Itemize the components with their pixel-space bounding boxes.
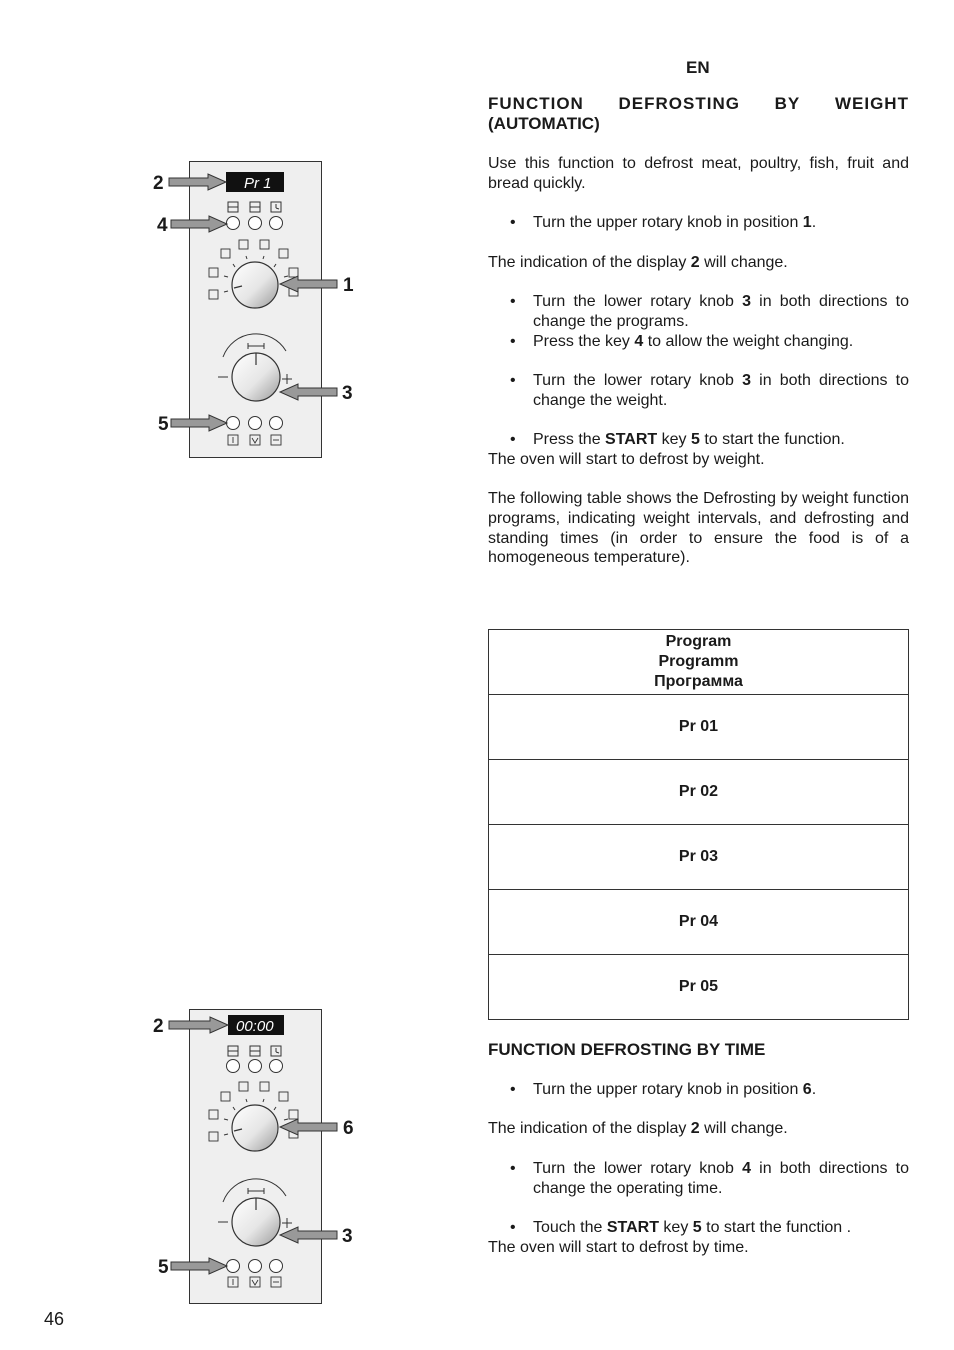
upper-rotary-knob[interactable] — [232, 262, 278, 308]
callout-label: 2 — [153, 173, 164, 194]
table-row — [489, 955, 909, 1020]
step-item: • Turn the lower rotary knob 3 in both directions to change the weight. — [510, 372, 909, 409]
step-list — [488, 213, 909, 233]
table-row — [489, 825, 909, 890]
display-note: The indication of the display 2 will change. — [488, 1120, 788, 1137]
title-word: WEIGHT — [834, 94, 909, 113]
callout-label: 4 — [157, 215, 168, 236]
start-button[interactable] — [227, 417, 240, 430]
step-item: • Turn the lower rotary knob 3 in both directions to change the programs. — [510, 293, 909, 330]
table-intro: The following table shows the Defrosting by weight function programs, indicating weight intervals, and defrosting and standing times (in order to ensure the food is of a homogeneous temperature). — [488, 490, 909, 567]
intro-paragraph: Use this function to defrost meat, poultry, fish, fruit and bread quickly. — [488, 155, 909, 192]
callout-label: 1 — [343, 275, 354, 296]
table-cell: Pr 02 — [489, 760, 909, 825]
step-list — [488, 292, 909, 351]
step-list — [488, 430, 909, 450]
callout-label: 6 — [343, 1118, 354, 1139]
table-cell: Pr 05 — [489, 955, 909, 1020]
stop-button[interactable] — [249, 417, 262, 430]
table-row — [489, 890, 909, 955]
control-panel-figure-time — [140, 1003, 355, 1313]
callout-label: 3 — [342, 1226, 353, 1247]
function-button[interactable] — [249, 1060, 262, 1073]
step-list — [488, 1159, 909, 1199]
panel-outline — [190, 162, 322, 458]
title-line2: (AUTOMATIC) — [488, 114, 600, 133]
display-readout: Pr 1 — [244, 175, 272, 192]
program-table — [488, 629, 909, 1020]
stop-button[interactable] — [249, 1260, 262, 1273]
table-row — [489, 695, 909, 760]
power-button[interactable] — [270, 1260, 283, 1273]
section-title-defrost-time: FUNCTION DEFROSTING BY TIME — [488, 1040, 766, 1059]
table-header-row — [489, 630, 909, 695]
start-button[interactable] — [227, 1260, 240, 1273]
step-item: • Press the key 4 to allow the weight changing. — [510, 332, 854, 350]
table-row — [489, 760, 909, 825]
lower-rotary-knob[interactable] — [232, 353, 280, 401]
callout-label: 5 — [158, 1257, 169, 1278]
function-button[interactable] — [270, 1060, 283, 1073]
upper-rotary-knob[interactable] — [232, 1105, 278, 1151]
callout-label: 2 — [153, 1016, 164, 1037]
step-item: • Turn the lower rotary knob 4 in both directions to change the operating time. — [510, 1160, 909, 1197]
table-cell: Pr 04 — [489, 890, 909, 955]
result-text: The oven will start to defrost by weight. — [488, 451, 765, 468]
function-button[interactable] — [227, 217, 240, 230]
result-text: The oven will start to defrost by time. — [488, 1239, 749, 1256]
title-word: BY — [774, 94, 801, 113]
step-item: • Press the START key 5 to start the function. — [510, 431, 845, 448]
lower-rotary-knob[interactable] — [232, 1198, 280, 1246]
title-word: DEFROSTING — [618, 94, 740, 113]
title-word: FUNCTION — [488, 94, 584, 113]
step-item: • Turn the upper rotary knob in position 1. — [510, 214, 817, 231]
step-list — [488, 371, 909, 411]
step-item: • Turn the upper rotary knob in position 6. — [510, 1081, 817, 1098]
step-list — [488, 1218, 909, 1238]
section-title-defrost-weight — [488, 94, 909, 134]
display-note: The indication of the display 2 will change. — [488, 254, 788, 271]
step-item: • Touch the START key 5 to start the function . — [510, 1219, 852, 1236]
step-list — [488, 1080, 909, 1100]
callout-label: 5 — [158, 414, 169, 435]
language-code: EN — [686, 58, 710, 77]
table-header-cell: Program Programm Программа — [489, 630, 909, 695]
function-button[interactable] — [249, 217, 262, 230]
control-panel-figure-weight — [140, 155, 355, 465]
table-cell: Pr 03 — [489, 825, 909, 890]
display-readout: 00:00 — [236, 1018, 274, 1035]
page-number: 46 — [44, 1309, 65, 1329]
function-button[interactable] — [270, 217, 283, 230]
display — [226, 172, 284, 192]
power-button[interactable] — [270, 417, 283, 430]
table-cell: Pr 01 — [489, 695, 909, 760]
function-button[interactable] — [227, 1060, 240, 1073]
callout-label: 3 — [342, 383, 353, 404]
display — [228, 1015, 284, 1035]
